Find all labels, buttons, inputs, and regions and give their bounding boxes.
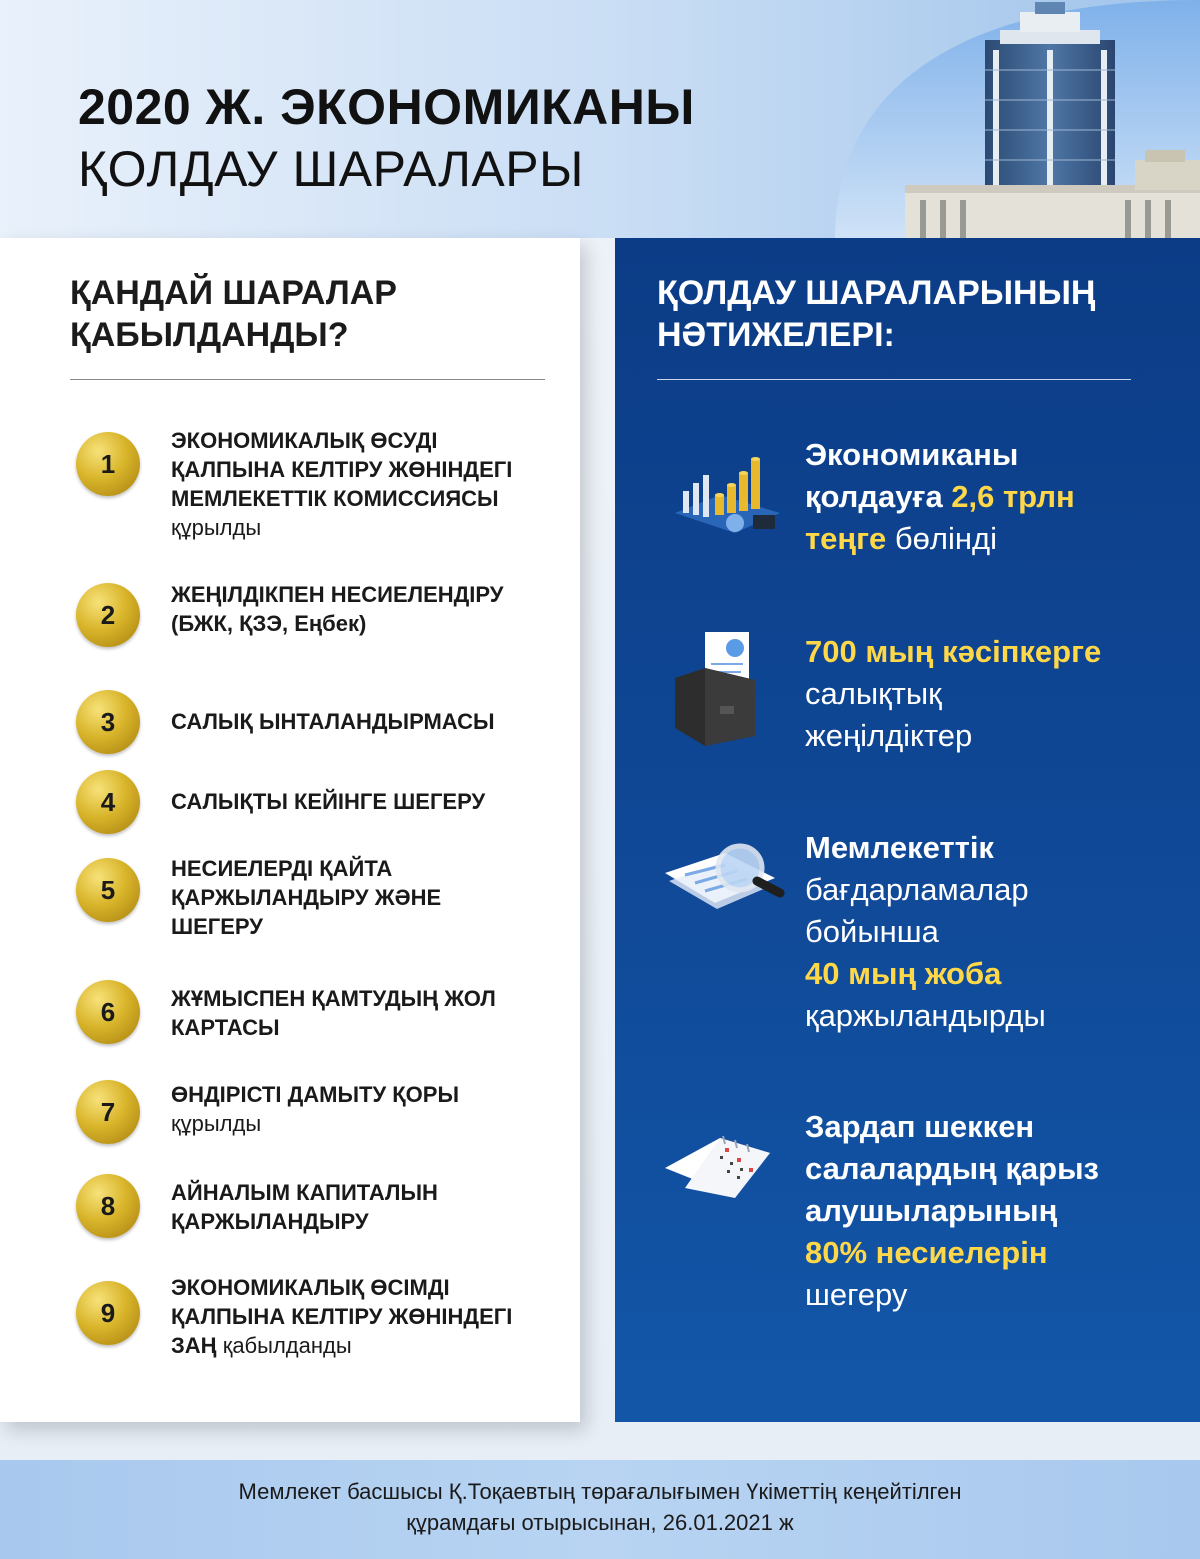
bar-chart-coins-icon [665,443,785,543]
number-badge: 2 [76,583,140,647]
number-badge: 3 [76,690,140,754]
page-subtitle: ҚОЛДАУ ШАРАЛАРЫ [78,141,584,197]
list-item-text: ЖҰМЫСПЕН ҚАМТУДЫҢ ЖОЛ КАРТАСЫ [171,986,496,1040]
list-item-text: ӨНДІРІСТІ ДАМЫТУ ҚОРЫ құрылды [171,1082,459,1136]
number-badge: 9 [76,1281,140,1345]
list-item-text: ЖЕҢІЛДІКПЕН НЕСИЕЛЕНДІРУ (БЖК, ҚЗЭ, Еңбек) [171,582,504,636]
footer-source [0,1460,1200,1559]
result-text: Мемлекеттік бағдарламалар бойынша 40 мың жоба қаржыландырды [805,830,1046,1033]
briefcase-documents-icon [665,628,785,748]
number-badge: 1 [76,432,140,496]
divider [657,379,1131,380]
divider [70,379,545,380]
list-item-text: АЙНАЛЫМ КАПИТАЛЫН ҚАРЖЫЛАНДЫРУ [171,1180,438,1234]
list-item-text: ЭКОНОМИКАЛЫҚ ӨСІМДІ ҚАЛПЫНА КЕЛТІРУ ЖӨНІНДЕГІ ЗАҢ қабылданды [171,1275,513,1358]
government-building-image [835,0,1200,238]
list-item-text: САЛЫҚТЫ КЕЙІНГЕ ШЕГЕРУ [171,789,486,814]
results-heading: ҚОЛДАУ ШАРАЛАРЫНЫҢ НӘТИЖЕЛЕРІ: [657,274,1096,354]
result-text: Экономиканы қолдауға 2,6 трлн теңге бөлінді [805,437,1075,556]
page-title: 2020 Ж. ЭКОНОМИКАНЫ [78,79,695,135]
result-text: 700 мың кәсіпкерге салықтық жеңілдіктер [805,634,1102,753]
magnifier-report-icon [665,833,790,928]
number-badge: 8 [76,1174,140,1238]
list-item-text: НЕСИЕЛЕРДІ ҚАЙТА ҚАРЖЫЛАНДЫРУ ЖӘНЕ ШЕГЕРУ [171,856,442,939]
result-text: Зардап шеккен салалардың қарыз алушыларының 80% несиелерін шегеру [805,1109,1099,1312]
number-badge: 7 [76,1080,140,1144]
calendar-icon [665,1118,775,1198]
list-item-text: ЭКОНОМИКАЛЫҚ ӨСУДІ ҚАЛПЫНА КЕЛТІРУ ЖӨНІНДЕГІ МЕМЛЕКЕТТІК КОМИССИЯСЫ құрылды [171,428,513,540]
measures-panel [0,238,580,1422]
list-item-text: САЛЫҚ ЫНТАЛАНДЫРМАСЫ [171,709,495,734]
header-banner [0,0,1200,238]
number-badge: 6 [76,980,140,1044]
number-badge: 4 [76,770,140,834]
results-panel [615,238,1200,1422]
measures-heading: ҚАНДАЙ ШАРАЛАР ҚАБЫЛДАНДЫ? [70,274,397,354]
footer-text: Мемлекет басшысы Қ.Тоқаевтың төрағалығымен Үкіметтің кеңейтілген құрамдағы отырысынан, 26.01.2021 ж [238,1479,962,1535]
number-badge: 5 [76,858,140,922]
